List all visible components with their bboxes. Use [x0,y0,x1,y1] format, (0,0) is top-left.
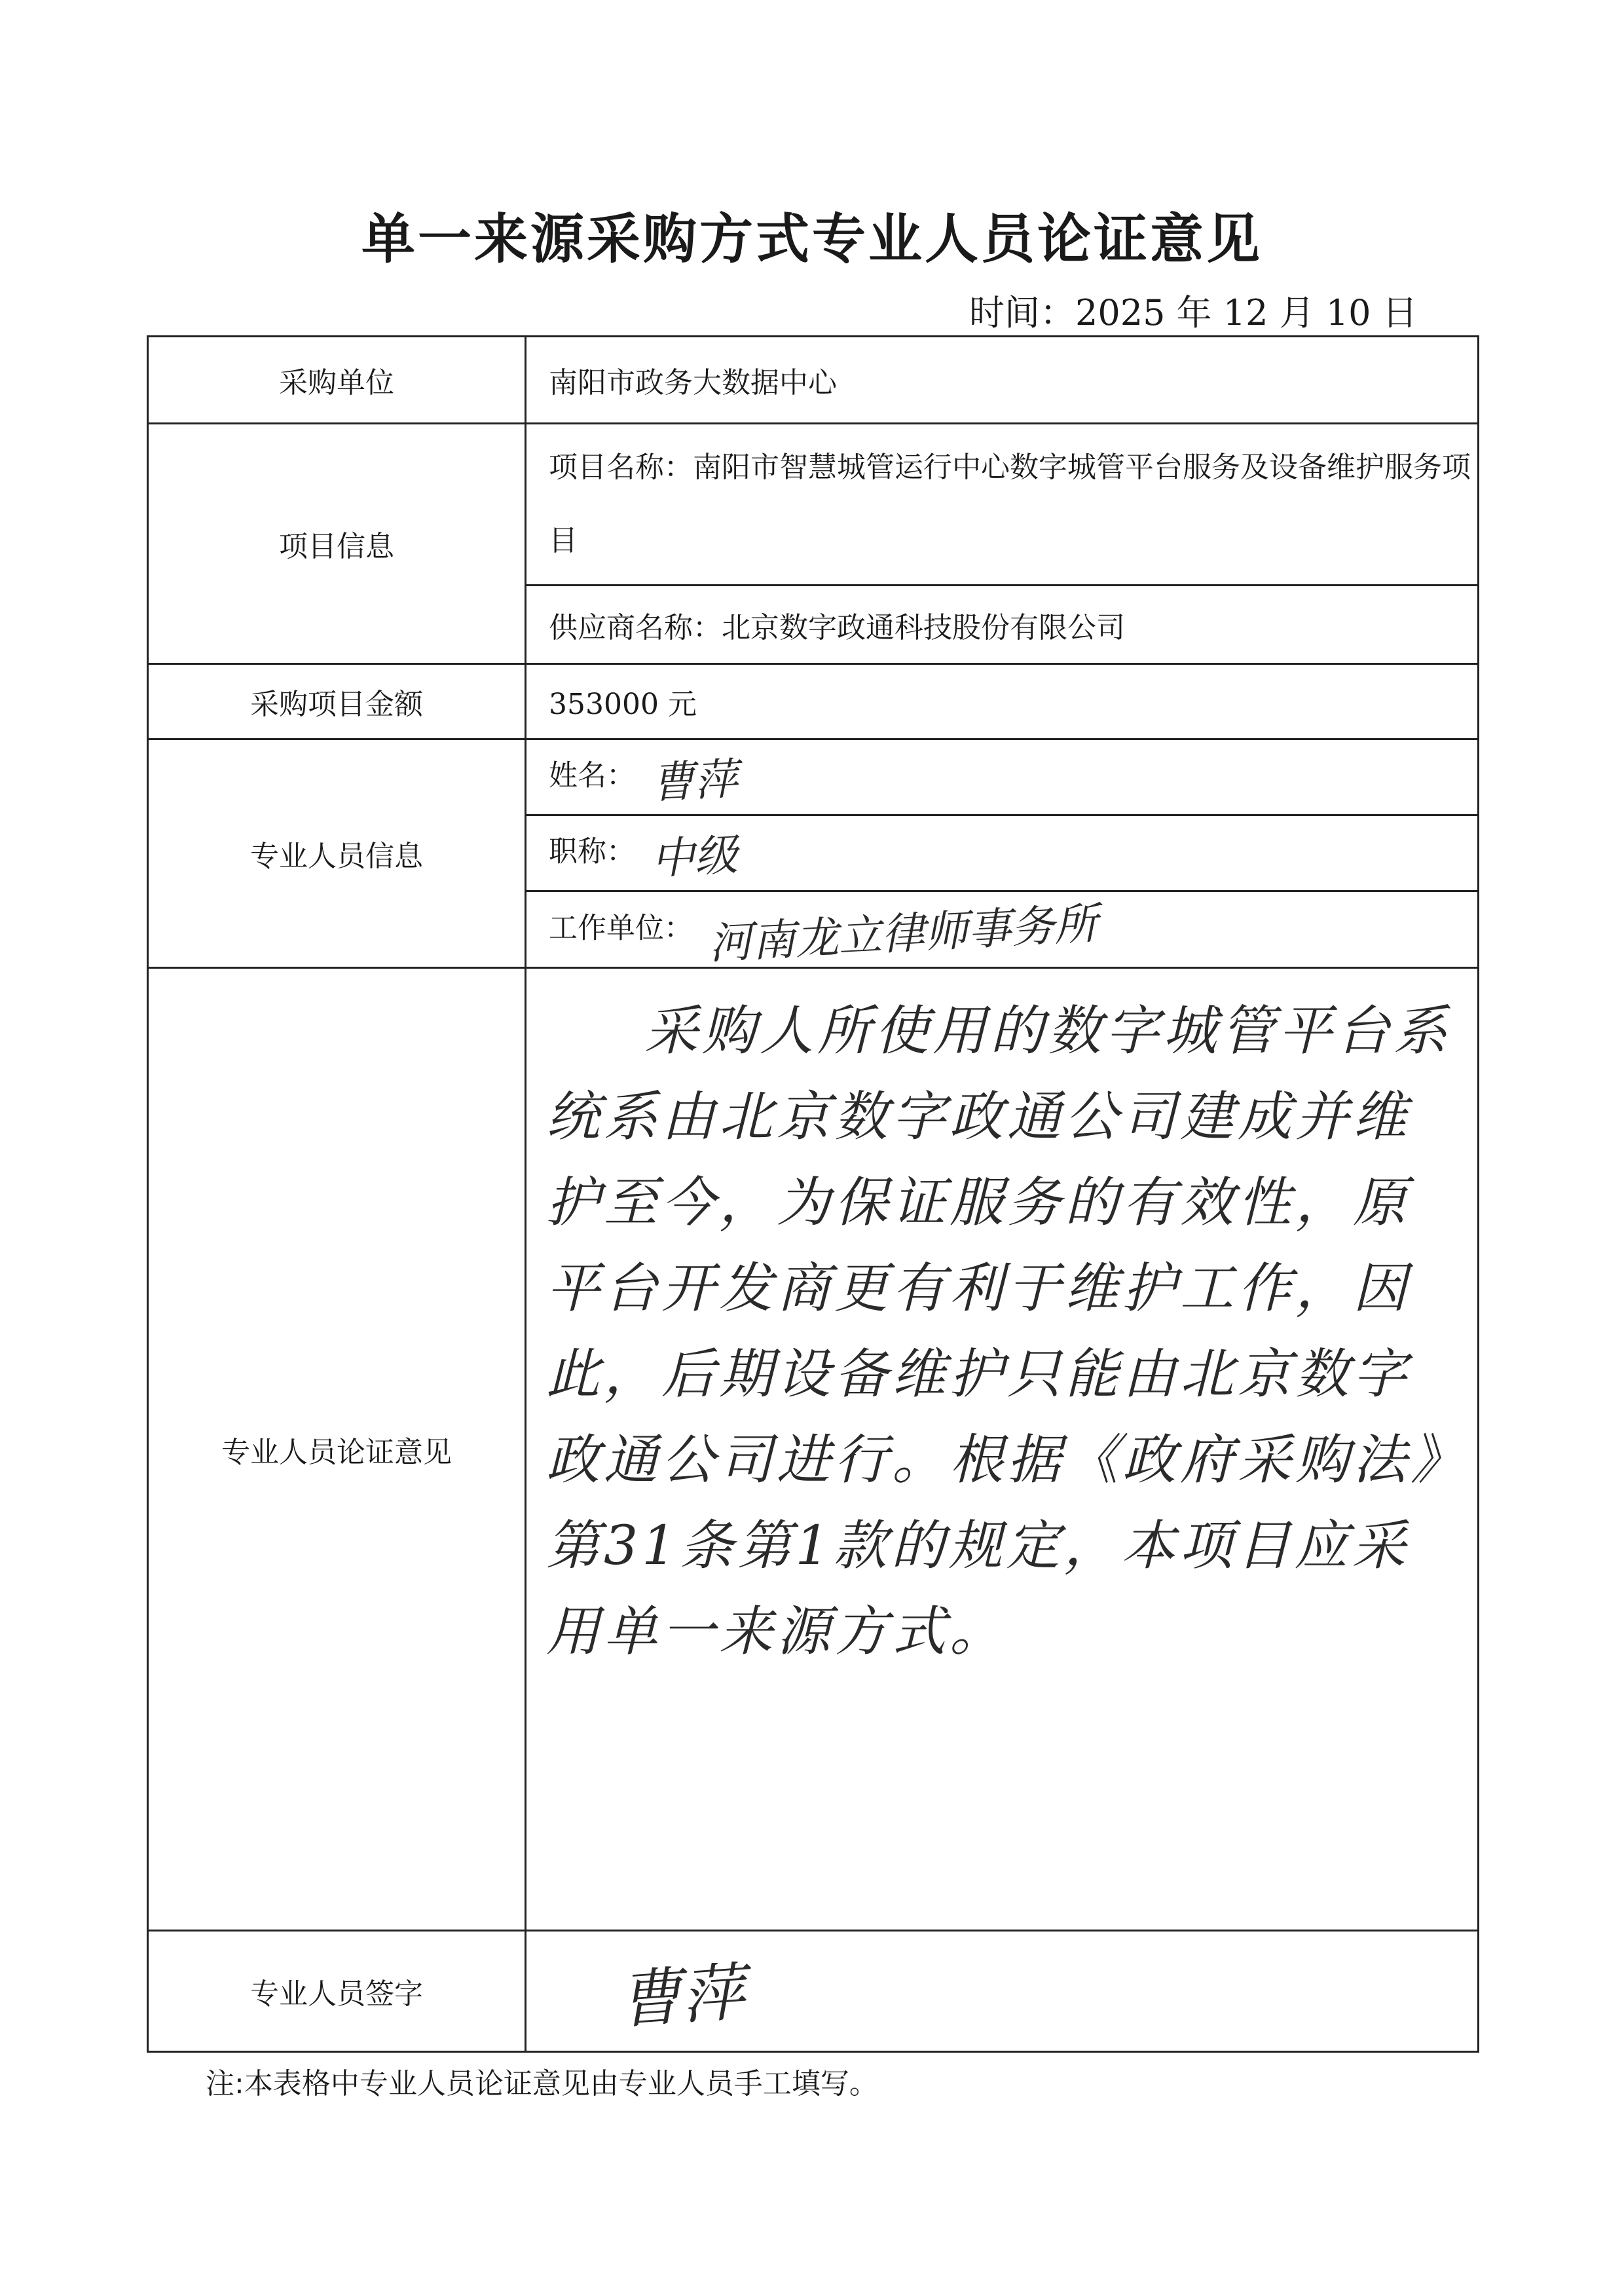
supplier-value: 北京数字政通科技股份有限公司 [722,610,1125,644]
signature-label-cell [148,1931,526,2052]
expert-workplace-label: 工作单位： [549,911,693,944]
opinion-label: 专业人员论证意见 [221,1435,452,1469]
expert-info-label-cell [148,739,526,968]
row-signature [148,1931,1479,2052]
row-amount [148,664,1479,739]
date-value: 2025 年 12 月 10 日 [1075,292,1418,333]
supplier-label: 供应商名称： [549,610,722,644]
handwritten-signature: 曹萍 [616,1954,747,2038]
amount-value: 353000 元 [549,688,697,721]
page-title: 单一来源采购方式专业人员论证意见 [361,208,1263,271]
expert-title-handwritten: 中级 [650,829,739,885]
project-info-label: 项目信息 [279,530,394,563]
project-info-label-cell [148,424,526,664]
signature-cell [526,1931,1479,2052]
expert-name-label: 姓名： [549,758,635,793]
procuring-unit-value-cell [526,337,1479,424]
row-expert-name [148,739,1479,815]
procuring-unit-label-cell [148,337,526,424]
date-line [969,285,1418,335]
expert-title-cell [526,815,1479,891]
project-name-label: 项目名称： [549,451,693,484]
amount-value-cell [526,664,1479,739]
row-opinion [148,968,1479,1931]
expert-name-cell [526,739,1479,815]
amount-label-cell [148,664,526,739]
row-project-name [148,424,1479,586]
project-name-cell [526,424,1479,586]
expert-workplace-cell [526,891,1479,968]
row-procuring-unit [148,337,1479,424]
expert-title-label: 职称： [549,834,635,868]
expert-name-handwritten: 曹萍 [650,753,739,809]
supplier-cell [526,586,1479,664]
form-table [147,335,1479,2053]
opinion-label-cell [148,968,526,1931]
signature-label: 专业人员签字 [250,1977,423,2011]
expert-info-label: 专业人员信息 [250,840,423,873]
opinion-cell [526,968,1479,1931]
procuring-unit-label: 采购单位 [279,366,394,400]
project-name-value: 南阳市智慧城管运行中心数字城管平台服务及设备维护服务项目 [549,451,1471,557]
expert-workplace-handwritten: 河南龙立律师事务所 [707,898,1099,969]
procuring-unit-value: 南阳市政务大数据中心 [549,366,837,400]
date-label: 时间： [969,292,1075,333]
amount-label: 采购项目金额 [250,688,423,721]
footnote: 注:本表格中专业人员论证意见由专业人员手工填写。 [206,2067,878,2100]
opinion-handwritten-text: 采购人所使用的数字城管平台系统系由北京数字政通公司建成并维护至今，为保证服务的有效性，原平台开发商更有利于维护工作，因此，后期设备维护只能由北京数字政通公司进行。根据《政府采购法》第31条第1款的规定，本项目应采用单一来源方式。 [546,1000,1451,1663]
